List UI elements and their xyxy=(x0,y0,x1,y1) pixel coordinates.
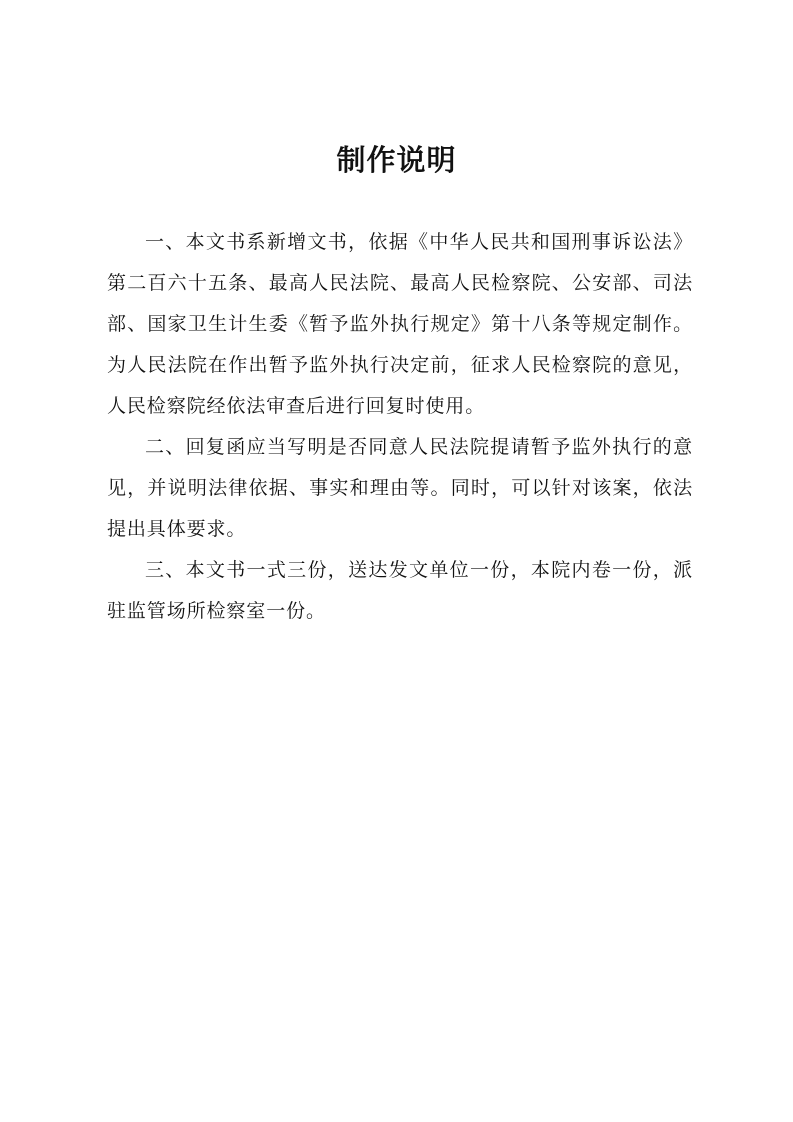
paragraph-copies: 三、本文书一式三份，送达发文单位一份，本院内卷一份，派驻监管场所检察室一份。 xyxy=(107,559,693,622)
document-title: 制作说明 xyxy=(336,143,457,177)
paragraph-basis: 一、本文书系新增文书，依据《中华人民共和国刑事诉讼法》第二百六十五条、最高人民法院、最高人民检察院、公安部、司法部、国家卫生计生委《暂予监外执行规定》第十八条等规定制作。为人民法院在作出暂予监外执行决定前，征求人民检察院的意见，人民检察院经依法审查后进行回复时使用。 xyxy=(107,231,693,417)
document-body xyxy=(107,222,693,632)
paragraph-content-requirements: 二、回复函应当写明是否同意人民法院提请暂予监外执行的意见，并说明法律依据、事实和理由等。同时，可以针对该案，依法提出具体要求。 xyxy=(107,436,693,540)
